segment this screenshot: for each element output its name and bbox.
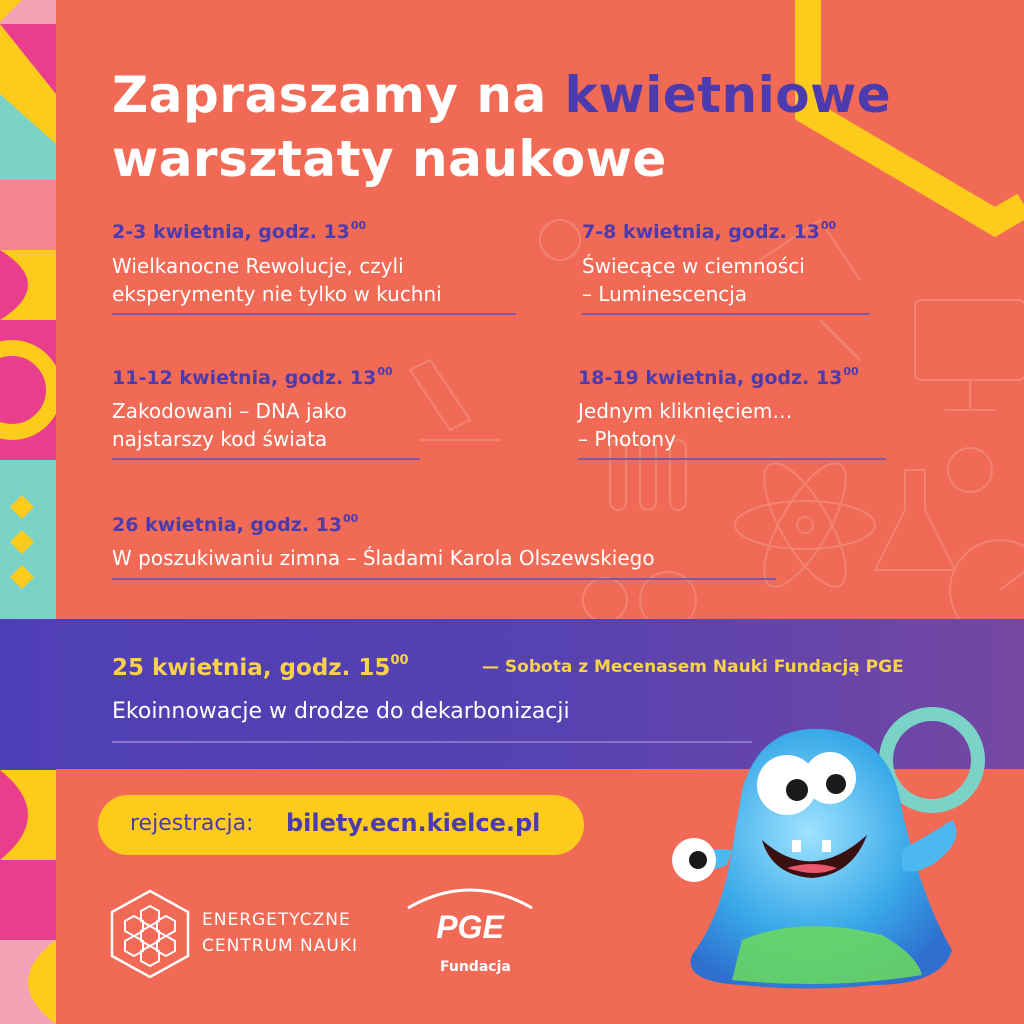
ecn-logo-text-line1: ENERGETYCZNE [202, 910, 351, 930]
event-date: 11-12 kwietnia, godz. $13^{00}$ [112, 365, 393, 389]
page-title-line1 [112, 66, 892, 124]
ecn-logo-text-line2: CENTRUM NAUKI [202, 936, 358, 956]
pge-logo-icon [400, 878, 540, 948]
promo-sponsor: — Sobota z Mecenasem Nauki Fundacją PGE [482, 657, 904, 677]
promo-title: Ekoinnowacje w drodze do dekarbonizacji [112, 699, 570, 724]
event-date: 26 kwietnia, godz. $13^{00}$ [112, 512, 359, 536]
event-divider [112, 313, 516, 315]
pge-foundation-label: Fundacja [440, 959, 511, 975]
event-title: – Luminescencja [582, 282, 748, 306]
ecn-hexagon-logo-icon [108, 888, 192, 980]
event-title: eksperymenty nie tylko w kuchni [112, 282, 442, 306]
promo-date: 25 kwietnia, godz. $15^{00}$ [112, 653, 409, 681]
event-title: Jednym kliknięciem… [578, 399, 793, 423]
event-divider [582, 313, 870, 315]
event-date: 7-8 kwietnia, godz. $13^{00}$ [582, 219, 837, 243]
event-title: – Photony [578, 427, 676, 451]
event-divider [578, 458, 886, 460]
event-divider [112, 458, 420, 460]
event-date: 2-3 kwietnia, godz. $13^{00}$ [112, 219, 367, 243]
event-title: Świecące w ciemności [582, 254, 805, 278]
event-title: Zakodowani – DNA jako [112, 399, 347, 423]
event-date: 18-19 kwietnia, godz. $13^{00}$ [578, 365, 859, 389]
blue-blob-mascot-illustration [652, 700, 992, 1000]
event-title: W poszukiwaniu zimna – Śladami Karola Olszewskiego [112, 546, 655, 570]
event-title: Wielkanocne Rewolucje, czyli [112, 254, 404, 278]
pge-logo-mark: PGE [436, 909, 504, 945]
title-accent-word: kwietniowe [564, 66, 892, 124]
event-title: najstarszy kod świata [112, 427, 328, 451]
event-divider [112, 578, 776, 580]
left-geometric-strip [0, 0, 56, 1024]
page-title-line2: warsztaty naukowe [112, 130, 667, 188]
title-prefix: Zapraszamy na [112, 66, 565, 124]
registration-link[interactable]: bilety.ecn.kielce.pl [286, 809, 541, 837]
registration-label: rejestracja: [130, 811, 254, 836]
